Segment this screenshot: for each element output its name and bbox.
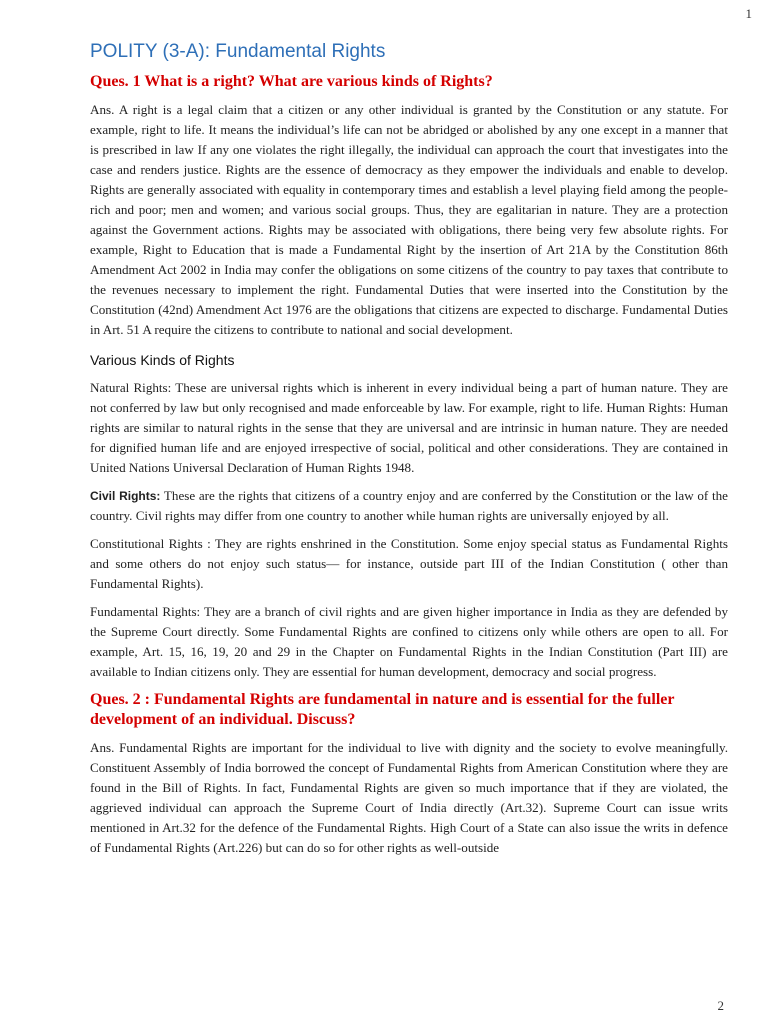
page-number-top: 1 (745, 6, 752, 21)
civil-rights-text: These are the rights that citizens of a country enjoy and are conferred by the Constitution or the law of the country. Civil rights may differ from one country to another while human rights are universally enjoyed by all. (90, 488, 728, 523)
document-body (90, 38, 728, 866)
question-2: Ques. 2 : Fundamental Rights are fundamental in nature and is essential for the fuller development of an individual. Discuss? (90, 691, 675, 728)
question-1: Ques. 1 What is a right? What are various kinds of Rights? (90, 73, 493, 90)
paragraph-civil-rights (90, 486, 728, 526)
section-heading-kinds: Various Kinds of Rights (90, 352, 235, 368)
page-title: POLITY (3-A): Fundamental Rights (90, 41, 386, 62)
answer-1: Ans. A right is a legal claim that a citizen or any other individual is granted by the Constitution or any statute. For example, right to life. It means the individual’s life can not be abridged or abolished by any one except in a manner that is prescribed in law If any one violates the right illegally, the individual can approach the court that investigates into the case and renders justice. Rights are the essence of democracy as they empower the individuals and enable to develop. Rights are generally associated with equality in contemporary times and establish a level playing field among the people-rich and poor; men and women; and various social groups. Thus, they are egalitarian in nature. They are a protection against the Government actions. Rights may be associated with obligations, there being very few absolute rights. For example, Right to Education that is made a Fundamental Right by the insertion of Art 21A by the Constitution 86th Amendment Act 2002 in India may confer the obligations on some citizens of the country to pay taxes that contribute to the revenues necessary to implement the right. Fundamental Duties that were inserted into the Constitution by the Constitution (42nd) Amendment Act 1976 are the obligations that citizens are expected to discharge. Fundamental Duties in Art. 51 A require the citizens to contribute to national and social development. (90, 102, 728, 337)
paragraph-fundamental-rights: Fundamental Rights: They are a branch of civil rights and are given higher importance in India as they are defended by the Supreme Court directly. Some Fundamental Rights are confined to citizens only while others are open to all. For example, Art. 15, 16, 19, 20 and 29 in the Chapter on Fundamental Rights in the Indian Constitution (Part III) are available to Indian citizens only. They are essential for human development, democracy and social progress. (90, 604, 728, 679)
page-number-bottom: 2 (717, 998, 724, 1013)
paragraph-natural-rights: Natural Rights: These are universal rights which is inherent in every individual being a part of human nature. They are not conferred by law but only recognised and made enforceable by law. For example, right to life. Human Rights: Human rights are similar to natural rights in the sense that they are universal and are intrinsic in human nature. They are needed for dignified human life and are enjoyed irrespective of social, political and other considerations. They are contained in United Nations Universal Declaration of Human Rights 1948. (90, 380, 728, 475)
paragraph-constitutional-rights: Constitutional Rights : They are rights enshrined in the Constitution. Some enjoy special status as Fundamental Rights and some others do not enjoy such status— for instance, outside part III of the Indian Constitution ( other than Fundamental Rights). (90, 536, 728, 591)
civil-rights-label: Civil Rights: (90, 489, 161, 503)
answer-2: Ans. Fundamental Rights are important for the individual to live with dignity and the society to evolve meaningfully. Constituent Assembly of India borrowed the concept of Fundamental Rights from American Constitution where they are found in the Bill of Rights. In fact, Fundamental Rights are given so much importance that if they are violated, the aggrieved individual can approach the Supreme Court of India directly (Art.32). Supreme Court can issue writs mentioned in Art.32 for the defence of the Fundamental Rights. High Court of a State can also issue the writs in defence of Fundamental Rights (Art.226) but can do so for other rights as well-outside (90, 740, 728, 855)
